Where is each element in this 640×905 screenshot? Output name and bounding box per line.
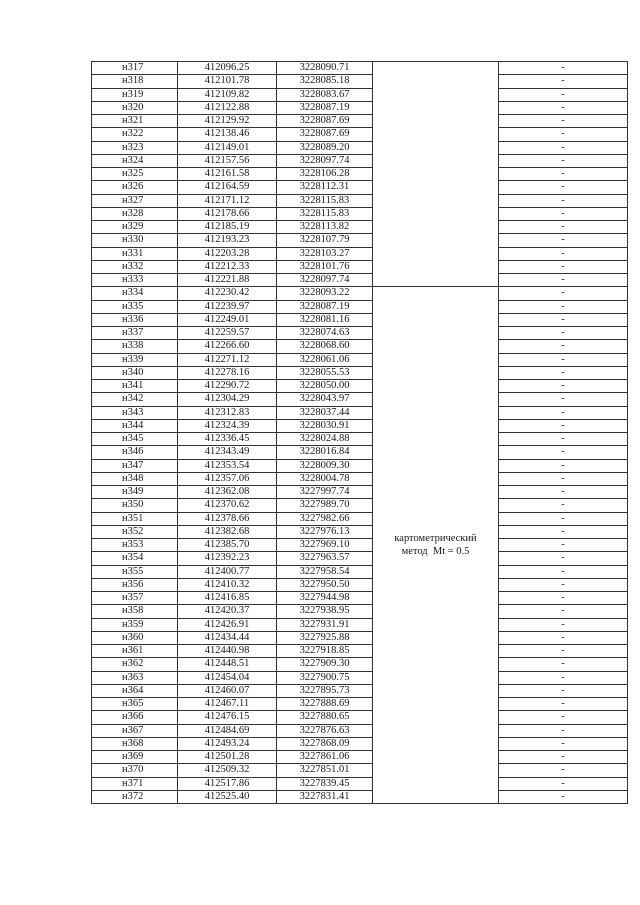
point-id-cell: н349 (92, 486, 178, 499)
accuracy-mark-cell: - (499, 181, 628, 194)
accuracy-mark-cell: - (499, 459, 628, 472)
x-coordinate-cell: 412357.06 (178, 472, 277, 485)
y-coordinate-cell: 3228089.20 (277, 141, 373, 154)
y-coordinate-cell: 3228101.76 (277, 260, 373, 273)
table-row (92, 274, 628, 287)
point-id-cell: н362 (92, 658, 178, 671)
table-row (92, 247, 628, 260)
coordinates-table-sheet (91, 61, 611, 859)
table-row (92, 618, 628, 631)
y-coordinate-cell: 3227938.95 (277, 605, 373, 618)
x-coordinate-cell: 412212.33 (178, 260, 277, 273)
accuracy-mark-cell: - (499, 393, 628, 406)
table-row (92, 207, 628, 220)
point-id-cell: н354 (92, 552, 178, 565)
point-id-cell: н320 (92, 101, 178, 114)
table-row (92, 128, 628, 141)
y-coordinate-cell: 3227895.73 (277, 684, 373, 697)
y-coordinate-cell: 3227989.70 (277, 499, 373, 512)
y-coordinate-cell: 3228107.79 (277, 234, 373, 247)
table-row (92, 472, 628, 485)
y-coordinate-cell: 3227950.50 (277, 578, 373, 591)
y-coordinate-cell: 3227982.66 (277, 512, 373, 525)
point-id-cell: н346 (92, 446, 178, 459)
y-coordinate-cell: 3227931.91 (277, 618, 373, 631)
point-id-cell: н337 (92, 327, 178, 340)
accuracy-mark-cell: - (499, 446, 628, 459)
y-coordinate-cell: 3228090.71 (277, 62, 373, 75)
method-cell (373, 287, 499, 804)
accuracy-mark-cell: - (499, 274, 628, 287)
accuracy-mark-cell: - (499, 128, 628, 141)
point-id-cell: н351 (92, 512, 178, 525)
y-coordinate-cell: 3228083.67 (277, 88, 373, 101)
accuracy-mark-cell: - (499, 737, 628, 750)
table-row (92, 631, 628, 644)
y-coordinate-cell: 3228024.88 (277, 433, 373, 446)
table-row (92, 645, 628, 658)
coordinates-table-body (92, 62, 628, 804)
point-id-cell: н370 (92, 764, 178, 777)
point-id-cell: н324 (92, 154, 178, 167)
y-coordinate-cell: 3228074.63 (277, 327, 373, 340)
point-id-cell: н345 (92, 433, 178, 446)
table-row (92, 75, 628, 88)
x-coordinate-cell: 412171.12 (178, 194, 277, 207)
method-cell-upper (373, 62, 499, 287)
point-id-cell: н360 (92, 631, 178, 644)
table-row (92, 751, 628, 764)
table-row (92, 446, 628, 459)
table-row (92, 684, 628, 697)
point-id-cell: н371 (92, 777, 178, 790)
x-coordinate-cell: 412249.01 (178, 313, 277, 326)
point-id-cell: н350 (92, 499, 178, 512)
point-id-cell: н364 (92, 684, 178, 697)
y-coordinate-cell: 3227861.06 (277, 751, 373, 764)
point-id-cell: н323 (92, 141, 178, 154)
accuracy-mark-cell: - (499, 631, 628, 644)
table-row (92, 168, 628, 181)
x-coordinate-cell: 412109.82 (178, 88, 277, 101)
x-coordinate-cell: 412509.32 (178, 764, 277, 777)
coordinates-table (91, 61, 628, 804)
table-row (92, 459, 628, 472)
x-coordinate-cell: 412324.39 (178, 419, 277, 432)
y-coordinate-cell: 3228016.84 (277, 446, 373, 459)
point-id-cell: н344 (92, 419, 178, 432)
x-coordinate-cell: 412221.88 (178, 274, 277, 287)
point-id-cell: н328 (92, 207, 178, 220)
y-coordinate-cell: 3227909.30 (277, 658, 373, 671)
y-coordinate-cell: 3227969.10 (277, 539, 373, 552)
x-coordinate-cell: 412517.86 (178, 777, 277, 790)
y-coordinate-cell: 3227888.69 (277, 698, 373, 711)
x-coordinate-cell: 412271.12 (178, 353, 277, 366)
point-id-cell: н361 (92, 645, 178, 658)
accuracy-mark-cell: - (499, 101, 628, 114)
point-id-cell: н330 (92, 234, 178, 247)
x-coordinate-cell: 412370.62 (178, 499, 277, 512)
accuracy-mark-cell: - (499, 194, 628, 207)
x-coordinate-cell: 412493.24 (178, 737, 277, 750)
accuracy-mark-cell: - (499, 234, 628, 247)
y-coordinate-cell: 3228115.83 (277, 207, 373, 220)
accuracy-mark-cell: - (499, 724, 628, 737)
accuracy-mark-cell: - (499, 499, 628, 512)
point-id-cell: н356 (92, 578, 178, 591)
x-coordinate-cell: 412343.49 (178, 446, 277, 459)
table-row (92, 313, 628, 326)
accuracy-mark-cell: - (499, 419, 628, 432)
table-row (92, 419, 628, 432)
point-id-cell: н322 (92, 128, 178, 141)
table-row (92, 234, 628, 247)
x-coordinate-cell: 412400.77 (178, 565, 277, 578)
y-coordinate-cell: 3228087.69 (277, 128, 373, 141)
y-coordinate-cell: 3228106.28 (277, 168, 373, 181)
point-id-cell: н348 (92, 472, 178, 485)
x-coordinate-cell: 412382.68 (178, 525, 277, 538)
point-id-cell: н357 (92, 592, 178, 605)
y-coordinate-cell: 3228004.78 (277, 472, 373, 485)
point-id-cell: н325 (92, 168, 178, 181)
table-row (92, 393, 628, 406)
point-id-cell: н367 (92, 724, 178, 737)
point-id-cell: н341 (92, 380, 178, 393)
accuracy-mark-cell: - (499, 115, 628, 128)
accuracy-mark-cell: - (499, 327, 628, 340)
x-coordinate-cell: 412304.29 (178, 393, 277, 406)
accuracy-mark-cell: - (499, 433, 628, 446)
accuracy-mark-cell: - (499, 88, 628, 101)
accuracy-mark-cell: - (499, 539, 628, 552)
x-coordinate-cell: 412278.16 (178, 366, 277, 379)
y-coordinate-cell: 3228030.91 (277, 419, 373, 432)
point-id-cell: н331 (92, 247, 178, 260)
y-coordinate-cell: 3228097.74 (277, 154, 373, 167)
point-id-cell: н372 (92, 790, 178, 803)
y-coordinate-cell: 3227963.57 (277, 552, 373, 565)
y-coordinate-cell: 3227976.13 (277, 525, 373, 538)
point-id-cell: н321 (92, 115, 178, 128)
y-coordinate-cell: 3227831.41 (277, 790, 373, 803)
x-coordinate-cell: 412378.66 (178, 512, 277, 525)
x-coordinate-cell: 412476.15 (178, 711, 277, 724)
y-coordinate-cell: 3227925.88 (277, 631, 373, 644)
table-row (92, 605, 628, 618)
table-row (92, 525, 628, 538)
y-coordinate-cell: 3228097.74 (277, 274, 373, 287)
point-id-cell: н334 (92, 287, 178, 300)
x-coordinate-cell: 412420.37 (178, 605, 277, 618)
table-row (92, 287, 628, 300)
accuracy-mark-cell: - (499, 472, 628, 485)
accuracy-mark-cell: - (499, 605, 628, 618)
point-id-cell: н363 (92, 671, 178, 684)
point-id-cell: н359 (92, 618, 178, 631)
table-row (92, 181, 628, 194)
x-coordinate-cell: 412525.40 (178, 790, 277, 803)
table-row (92, 101, 628, 114)
accuracy-mark-cell: - (499, 618, 628, 631)
x-coordinate-cell: 412353.54 (178, 459, 277, 472)
accuracy-mark-cell: - (499, 777, 628, 790)
table-row (92, 300, 628, 313)
accuracy-mark-cell: - (499, 366, 628, 379)
x-coordinate-cell: 412454.04 (178, 671, 277, 684)
y-coordinate-cell: 3227900.75 (277, 671, 373, 684)
table-row (92, 671, 628, 684)
x-coordinate-cell: 412157.56 (178, 154, 277, 167)
point-id-cell: н319 (92, 88, 178, 101)
y-coordinate-cell: 3227851.01 (277, 764, 373, 777)
x-coordinate-cell: 412193.23 (178, 234, 277, 247)
y-coordinate-cell: 3228087.19 (277, 101, 373, 114)
y-coordinate-cell: 3228050.00 (277, 380, 373, 393)
x-coordinate-cell: 412501.28 (178, 751, 277, 764)
y-coordinate-cell: 3228037.44 (277, 406, 373, 419)
table-row (92, 658, 628, 671)
accuracy-mark-cell: - (499, 207, 628, 220)
x-coordinate-cell: 412161.58 (178, 168, 277, 181)
table-row (92, 499, 628, 512)
y-coordinate-cell: 3227839.45 (277, 777, 373, 790)
table-row (92, 115, 628, 128)
point-id-cell: н365 (92, 698, 178, 711)
point-id-cell: н358 (92, 605, 178, 618)
accuracy-mark-cell: - (499, 645, 628, 658)
point-id-cell: н369 (92, 751, 178, 764)
table-row (92, 737, 628, 750)
y-coordinate-cell: 3228103.27 (277, 247, 373, 260)
point-id-cell: н332 (92, 260, 178, 273)
x-coordinate-cell: 412484.69 (178, 724, 277, 737)
y-coordinate-cell: 3228068.60 (277, 340, 373, 353)
y-coordinate-cell: 3228087.19 (277, 300, 373, 313)
table-row (92, 366, 628, 379)
x-coordinate-cell: 412410.32 (178, 578, 277, 591)
accuracy-mark-cell: - (499, 512, 628, 525)
table-row (92, 698, 628, 711)
y-coordinate-cell: 3228055.53 (277, 366, 373, 379)
x-coordinate-cell: 412096.25 (178, 62, 277, 75)
x-coordinate-cell: 412362.08 (178, 486, 277, 499)
table-row (92, 565, 628, 578)
accuracy-mark-cell: - (499, 565, 628, 578)
table-row (92, 777, 628, 790)
x-coordinate-cell: 412448.51 (178, 658, 277, 671)
x-coordinate-cell: 412460.07 (178, 684, 277, 697)
point-id-cell: н342 (92, 393, 178, 406)
x-coordinate-cell: 412266.60 (178, 340, 277, 353)
y-coordinate-cell: 3227918.85 (277, 645, 373, 658)
point-id-cell: н317 (92, 62, 178, 75)
y-coordinate-cell: 3228085.18 (277, 75, 373, 88)
accuracy-mark-cell: - (499, 154, 628, 167)
accuracy-mark-cell: - (499, 380, 628, 393)
x-coordinate-cell: 412129.92 (178, 115, 277, 128)
y-coordinate-cell: 3228113.82 (277, 221, 373, 234)
y-coordinate-cell: 3228093.22 (277, 287, 373, 300)
accuracy-mark-cell: - (499, 698, 628, 711)
table-row (92, 578, 628, 591)
table-row (92, 88, 628, 101)
point-id-cell: н355 (92, 565, 178, 578)
accuracy-mark-cell: - (499, 578, 628, 591)
accuracy-mark-cell: - (499, 168, 628, 181)
table-row (92, 62, 628, 75)
y-coordinate-cell: 3228087.69 (277, 115, 373, 128)
table-row (92, 512, 628, 525)
x-coordinate-cell: 412101.78 (178, 75, 277, 88)
point-id-cell: н329 (92, 221, 178, 234)
x-coordinate-cell: 412416.85 (178, 592, 277, 605)
table-row (92, 327, 628, 340)
accuracy-mark-cell: - (499, 790, 628, 803)
x-coordinate-cell: 412336.45 (178, 433, 277, 446)
point-id-cell: н326 (92, 181, 178, 194)
accuracy-mark-cell: - (499, 300, 628, 313)
x-coordinate-cell: 412230.42 (178, 287, 277, 300)
accuracy-mark-cell: - (499, 141, 628, 154)
point-id-cell: н338 (92, 340, 178, 353)
x-coordinate-cell: 412239.97 (178, 300, 277, 313)
y-coordinate-cell: 3228081.16 (277, 313, 373, 326)
point-id-cell: н343 (92, 406, 178, 419)
accuracy-mark-cell: - (499, 340, 628, 353)
method-note-line-2: метод Mt = 0.5 (401, 546, 470, 558)
point-id-cell: н340 (92, 366, 178, 379)
point-id-cell: н339 (92, 353, 178, 366)
accuracy-mark-cell: - (499, 313, 628, 326)
accuracy-mark-cell: - (499, 260, 628, 273)
accuracy-mark-cell: - (499, 552, 628, 565)
point-id-cell: н368 (92, 737, 178, 750)
table-row (92, 724, 628, 737)
accuracy-mark-cell: - (499, 221, 628, 234)
accuracy-mark-cell: - (499, 671, 628, 684)
y-coordinate-cell: 3228061.06 (277, 353, 373, 366)
accuracy-mark-cell: - (499, 684, 628, 697)
accuracy-mark-cell: - (499, 711, 628, 724)
x-coordinate-cell: 412149.01 (178, 141, 277, 154)
accuracy-mark-cell: - (499, 751, 628, 764)
table-row (92, 433, 628, 446)
x-coordinate-cell: 412290.72 (178, 380, 277, 393)
table-row (92, 406, 628, 419)
table-row (92, 552, 628, 565)
y-coordinate-cell: 3228112.31 (277, 181, 373, 194)
point-id-cell: н353 (92, 539, 178, 552)
point-id-cell: н352 (92, 525, 178, 538)
table-row (92, 486, 628, 499)
y-coordinate-cell: 3228009.30 (277, 459, 373, 472)
point-id-cell: н347 (92, 459, 178, 472)
y-coordinate-cell: 3227944.98 (277, 592, 373, 605)
x-coordinate-cell: 412259.57 (178, 327, 277, 340)
accuracy-mark-cell: - (499, 247, 628, 260)
accuracy-mark-cell: - (499, 658, 628, 671)
y-coordinate-cell: 3227958.54 (277, 565, 373, 578)
x-coordinate-cell: 412203.28 (178, 247, 277, 260)
y-coordinate-cell: 3227868.09 (277, 737, 373, 750)
table-row (92, 764, 628, 777)
accuracy-mark-cell: - (499, 764, 628, 777)
table-row (92, 141, 628, 154)
accuracy-mark-cell: - (499, 592, 628, 605)
table-row (92, 790, 628, 803)
y-coordinate-cell: 3227876.63 (277, 724, 373, 737)
x-coordinate-cell: 412164.59 (178, 181, 277, 194)
table-row (92, 539, 628, 552)
x-coordinate-cell: 412385.70 (178, 539, 277, 552)
table-row (92, 380, 628, 393)
x-coordinate-cell: 412312.83 (178, 406, 277, 419)
x-coordinate-cell: 412178.66 (178, 207, 277, 220)
table-row (92, 340, 628, 353)
x-coordinate-cell: 412440.98 (178, 645, 277, 658)
accuracy-mark-cell: - (499, 287, 628, 300)
point-id-cell: н333 (92, 274, 178, 287)
table-row (92, 154, 628, 167)
point-id-cell: н336 (92, 313, 178, 326)
table-row (92, 194, 628, 207)
y-coordinate-cell: 3227880.65 (277, 711, 373, 724)
x-coordinate-cell: 412392.23 (178, 552, 277, 565)
accuracy-mark-cell: - (499, 75, 628, 88)
table-row (92, 260, 628, 273)
point-id-cell: н335 (92, 300, 178, 313)
x-coordinate-cell: 412122.88 (178, 101, 277, 114)
method-note-line-1: картометрический (394, 533, 477, 545)
table-row (92, 592, 628, 605)
accuracy-mark-cell: - (499, 525, 628, 538)
y-coordinate-cell: 3228115.83 (277, 194, 373, 207)
accuracy-mark-cell: - (499, 406, 628, 419)
x-coordinate-cell: 412434.44 (178, 631, 277, 644)
table-row (92, 711, 628, 724)
y-coordinate-cell: 3227997.74 (277, 486, 373, 499)
x-coordinate-cell: 412185.19 (178, 221, 277, 234)
accuracy-mark-cell: - (499, 486, 628, 499)
accuracy-mark-cell: - (499, 62, 628, 75)
table-row (92, 221, 628, 234)
y-coordinate-cell: 3228043.97 (277, 393, 373, 406)
point-id-cell: н318 (92, 75, 178, 88)
x-coordinate-cell: 412467.11 (178, 698, 277, 711)
point-id-cell: н366 (92, 711, 178, 724)
x-coordinate-cell: 412426.91 (178, 618, 277, 631)
table-row (92, 353, 628, 366)
point-id-cell: н327 (92, 194, 178, 207)
accuracy-mark-cell: - (499, 353, 628, 366)
x-coordinate-cell: 412138.46 (178, 128, 277, 141)
